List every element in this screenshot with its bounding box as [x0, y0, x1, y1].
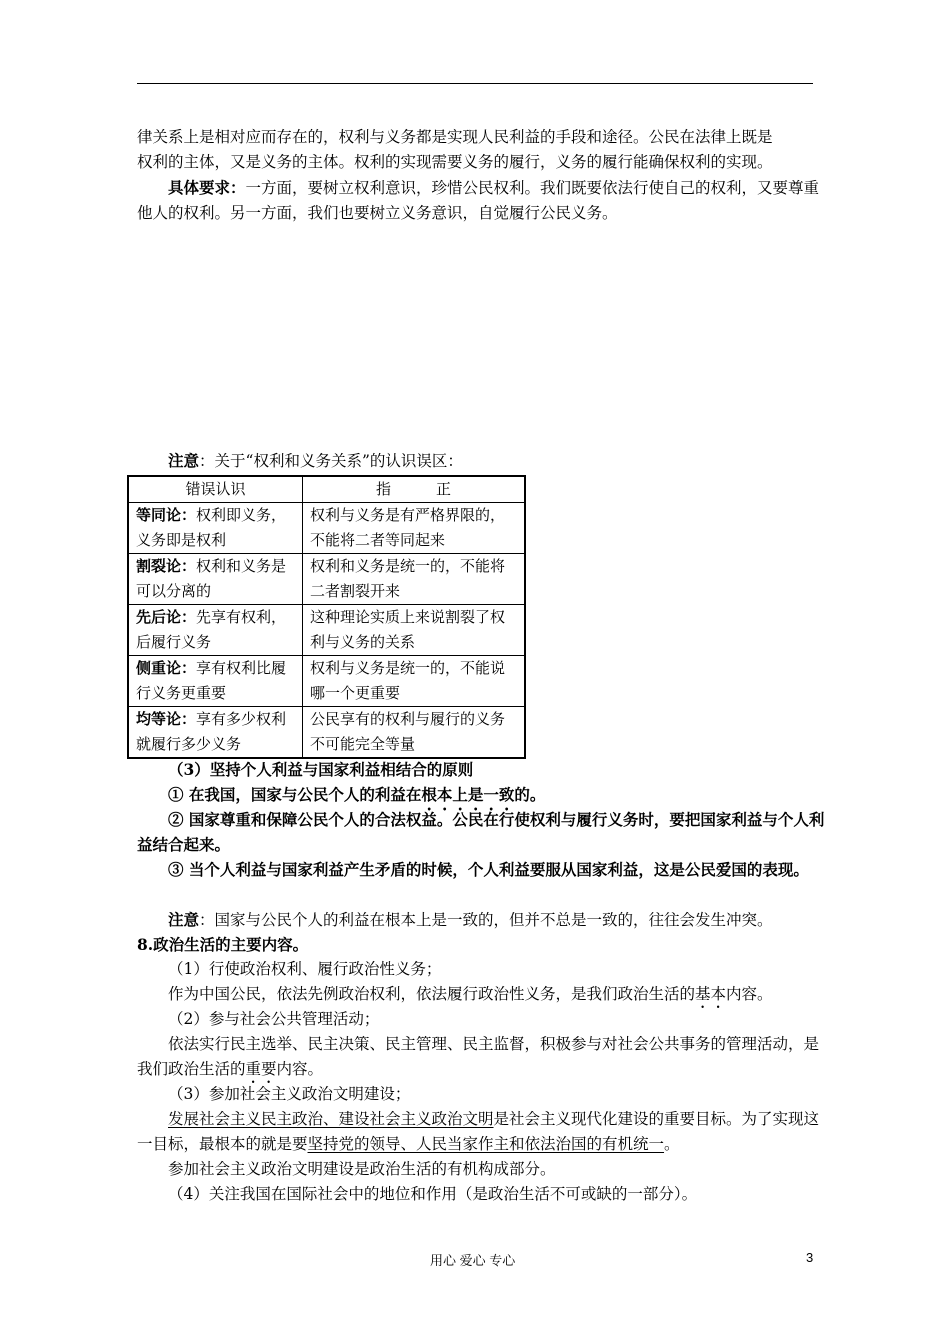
- table-row: [128, 554, 525, 605]
- content-3-text-2: 参加社会主义政治文明建设是政治生活的有机构成部分。: [168, 1160, 556, 1178]
- page-number: 3: [806, 1250, 814, 1265]
- term-label: 割裂论：: [136, 557, 197, 575]
- wrong-text: 权利和义务是可以分离的: [136, 557, 287, 600]
- term-label: 均等论：: [136, 710, 197, 728]
- section-3-title: （3）坚持个人利益与国家利益相结合的原则: [168, 760, 474, 779]
- table-cell-correct: 公民享有的权利与履行的义务不可能完全等量: [303, 707, 526, 759]
- term-label: 侧重论：: [136, 659, 197, 677]
- content-3-heading: （3）参加社会主义政治文明建设；: [168, 1085, 411, 1103]
- c3-underline-1: 发展社会主义民主政治、建设社会主义政治文明: [168, 1110, 494, 1128]
- c2-emphasis: 重要: [245, 1060, 277, 1078]
- section-3-item-2: ② 国家尊重和保障公民个人的合法权益。公民在行使权利与履行义务时，要把国家利益与个人利益结合起来。: [137, 810, 825, 854]
- wrong-text: 权利即义务，义务即是权利: [136, 506, 287, 549]
- table-cell-correct: 权利和义务是统一的，不能将二者割裂开来: [303, 554, 526, 605]
- note-table-intro: [137, 448, 827, 474]
- note-text: ：关于“权利和义务关系”的认识误区：: [199, 452, 463, 470]
- table-cell-correct: 权利与义务是有严格界限的，不能将二者等同起来: [303, 503, 526, 554]
- content-1-heading: （1）行使政治权利、履行政治性义务；: [168, 960, 442, 978]
- table-cell-wrong: [128, 707, 303, 759]
- table-row: [128, 707, 525, 759]
- table-cell-wrong: [128, 503, 303, 554]
- section-3-item-3: ③ 当个人利益与国家利益产生矛盾的时候，个人利益要服从国家利益，这是公民爱国的表现。: [168, 860, 809, 879]
- paragraph-line-2: 权利的主体，又是义务的主体。权利的实现需要义务的履行，义务的履行能确保权利的实现。: [137, 153, 773, 171]
- c1-text-b: 内容。: [726, 985, 773, 1003]
- table-cell-correct: 这种理论实质上来说割裂了权利与义务的关系: [303, 605, 526, 656]
- table-cell-wrong: [128, 656, 303, 707]
- wrong-text: 先享有权利，后履行义务: [136, 608, 287, 651]
- c3-text-2: 。: [664, 1135, 680, 1153]
- requirements-text: 一方面，要树立权利意识，珍惜公民权利。我们既要依法行使自己的权利，又要尊重他人的权利。另一方面，我们也要树立义务意识，自觉履行公民义务。: [137, 179, 820, 222]
- term-label: 先后论：: [136, 608, 197, 626]
- table-header-wrong: 错误认识: [128, 476, 303, 503]
- c2-text-a: 依法实行民主选举、民主决策、民主管理、民主监督，积极参与对社会公共事务的管理活动，是我们政治生活的: [137, 1035, 820, 1078]
- note-2-text: ：国家与公民个人的利益在根本上是一致的，但并不总是一致的，往往会发生冲突。: [199, 911, 773, 929]
- misconceptions-table: [127, 475, 526, 759]
- table-row: [128, 605, 525, 656]
- c1-text-a: 作为中国公民，依法先例政治权利，依法履行政治性义务，是我们政治生活的: [168, 985, 696, 1003]
- note-2: [137, 907, 827, 933]
- wrong-text: 享有多少权利就履行多少义务: [136, 710, 287, 753]
- requirements-label: 具体要求：: [168, 178, 246, 197]
- table-header-row: [128, 476, 525, 503]
- table-row: [128, 656, 525, 707]
- c3-underline-2: 坚持党的领导、人民当家作主和依法治国的有机统一: [307, 1135, 665, 1153]
- footer-slogan: 用心 爱心 专心: [430, 1253, 516, 1268]
- table-cell-wrong: [128, 554, 303, 605]
- table-row: [128, 503, 525, 554]
- section-8-title: 8.政治生活的主要内容。: [137, 935, 309, 954]
- item-1-text-b: 的。: [514, 785, 546, 804]
- requirements-paragraph: [137, 175, 827, 226]
- table-header-correct: 指 正: [303, 476, 526, 503]
- c1-emphasis: 基本: [695, 985, 727, 1003]
- note-label: 注意: [168, 451, 200, 470]
- item-1-text-a: ① 在我国，国家与公民个人的利益在: [168, 785, 422, 804]
- c3-text-1: 是社会主义现代化建设的重要目标。为了实现这一目标，最根本的就是要: [137, 1110, 820, 1153]
- table-cell-wrong: [128, 605, 303, 656]
- paragraph-line-1: 律关系上是相对应而存在的，权利与义务都是实现人民利益的手段和途径。公民在法律上既是: [137, 128, 773, 146]
- content-3-text: [137, 1107, 827, 1157]
- content-2-heading: （2）参与社会公共管理活动；: [168, 1010, 380, 1028]
- note-2-label: 注意: [168, 910, 200, 929]
- content-2-text: [137, 1032, 827, 1087]
- header-rule: [137, 83, 813, 84]
- c2-text-b: 内容。: [276, 1060, 324, 1078]
- wrong-text: 享有权利比履行义务更重要: [136, 659, 287, 702]
- term-label: 等同论：: [136, 506, 197, 524]
- table-cell-correct: 权利与义务是统一的，不能说哪一个更重要: [303, 656, 526, 707]
- item-1-emphasis: 根本上是一致: [421, 785, 515, 804]
- content-4-heading: （4）关注我国在国际社会中的地位和作用（是政治生活不可或缺的一部分）。: [168, 1185, 698, 1203]
